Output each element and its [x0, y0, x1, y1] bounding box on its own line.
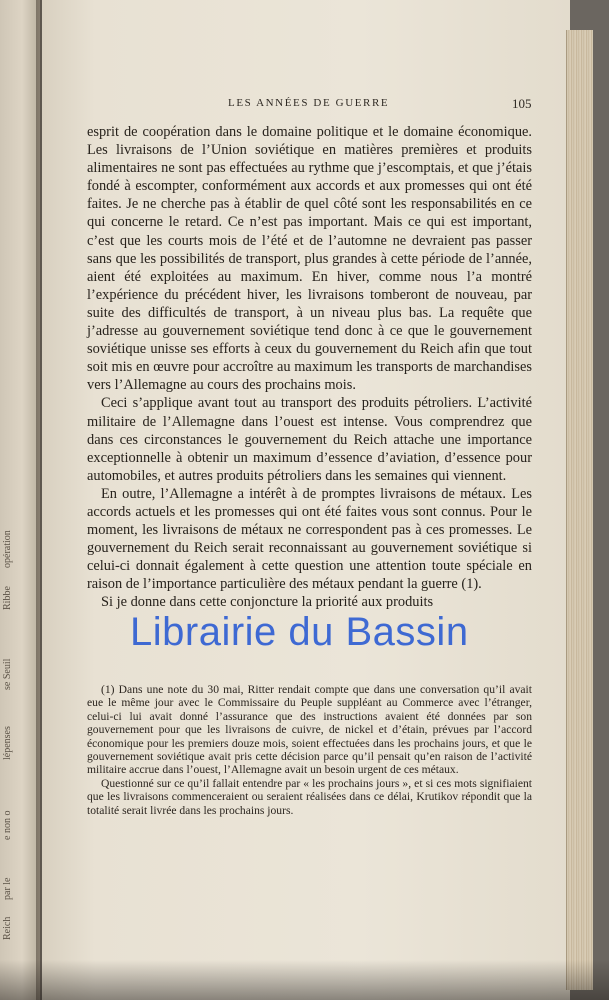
main-text — [87, 123, 532, 612]
paragraph: En outre, l’Allemagne a intérêt à de promptes livraisons de métaux. Les accords actuels et les promesses qui ont été faites vous sont connus. Pour le moment, les livraisons de métaux ne correspondent pas à ces promesses. Le gouvernement du Reich serait reconnaissant au gouvernement soviétique si celui-ci donnait également à cette question une attention toute spéciale en raison de l’importance particulière des métaux pendant la guerre (1). — [87, 485, 532, 593]
margin-fragment: e non o — [2, 810, 13, 840]
margin-fragment: Ribbe — [2, 586, 13, 610]
footnote: (1) Dans une note du 30 mai, Ritter rendait compte que dans une conversation qu’il avait eue le même jour avec le Commissaire du Peuple suppléant au Commerce avec l’étranger, celui-ci lui avait donné l’assurance que des instructions avaient été données par son gouvernement pour que les livraisons de cuivre, de nickel et d’étain, prévues par l’accord économique pour les premiers douze mois, soient effectuées dans les prochains jours, et que le gouvernement soviétique avait pris cette décision parce qu’il pensait qu’en raison de l’activité militaire accrue dans l’ouest, l’Allemagne avait un besoin urgent de ces métaux. — [87, 683, 532, 777]
margin-fragment: Reich — [2, 916, 13, 940]
running-title: LES ANNÉES DE GUERRE — [228, 97, 390, 109]
margin-fragment: opération — [2, 530, 13, 568]
margin-fragment: lépenses — [2, 726, 13, 760]
paragraph: esprit de coopération dans le domaine politique et le domaine économique. Les livraisons de l’Union soviétique en matières premières et produits alimentaires ne sont pas effectuées au rythme que j’escomptais, et que j’étais fondé à escompter, conformément aux accords et aux promesses qui ont été faites. Je ne cherche pas à établir de quel côté sont les responsabilités en ce qui concerne le retard. Ce n’est pas important. Mais ce qui est important, c’est que les courts mois de l’été et de l’automne ne devraient pas passer sans que les possibilités de transport, plus grandes à cette période de l’année, aient été exploitées au maximum. En hiver, comme nous l’a montré l’expérience du précédent hiver, les livraisons tomberont de nouveau, par suite des difficultés de transport, à un niveau plus bas. La requête que j’adresse au gouvernement soviétique tend donc à ce que le gouvernement soviétique unisse ses efforts à ceux du gouvernement du Reich afin que tout soit mis en œuvre pour accroître au maximum les transports de marchandises vers l’Allemagne au cours des prochains mois. — [87, 124, 532, 394]
page-stack-edge — [566, 30, 593, 990]
paragraph: Si je donne dans cette conjoncture la priorité aux produits — [101, 594, 434, 611]
margin-fragment: par le — [2, 877, 13, 900]
left-margin-fragments — [0, 530, 38, 960]
page-number: 105 — [512, 96, 532, 111]
paragraph: Ceci s’applique avant tout au transport des produits pétroliers. L’activité militaire de l’Allemagne dans l’ouest est intense. Vous comprendrez que dans ces circonstances le gouvernement du Reich attache une importance exceptionnelle à obtenir un maximum d’essence d’aviation, d’essence pour automobiles, et autres produits pétroliers dans les semaines qui viennent. — [87, 395, 532, 484]
watermark-text: Librairie du Bassin — [130, 610, 469, 654]
book-page — [42, 0, 570, 1000]
footnotes — [87, 683, 532, 817]
bottom-shadow — [0, 960, 609, 1000]
page-header — [100, 95, 530, 115]
margin-fragment: se Seuil — [2, 658, 13, 690]
footnote: Questionné sur ce qu’il fallait entendre par « les prochains jours », et si ces mots signifiaient que les livraisons commenceraient ou seraient réalisées dans ce délai, Krutikov répondit que la totalité serait livrée dans les prochains jours. — [87, 776, 532, 817]
